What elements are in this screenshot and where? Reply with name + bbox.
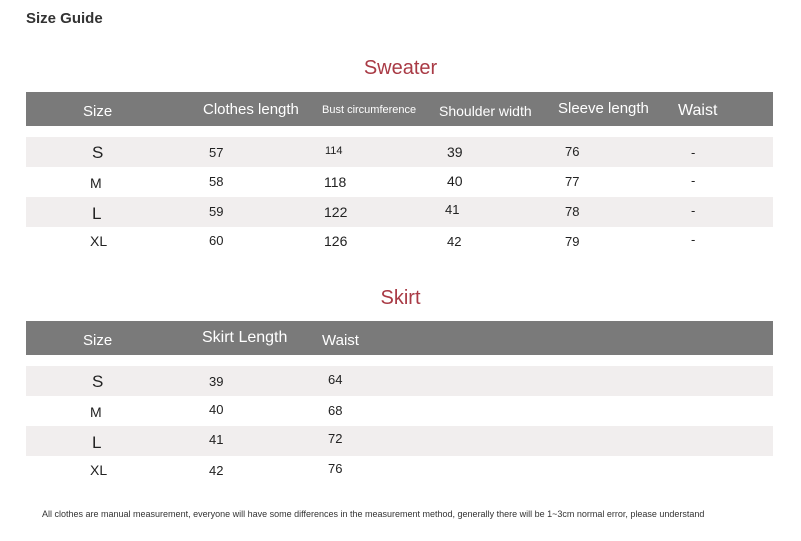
skirt-size-table	[26, 321, 773, 486]
waist-cell: -	[691, 203, 696, 218]
size-cell: L	[92, 204, 102, 223]
sleeve-length-cell: 79	[565, 234, 580, 249]
clothes-length-cell: 60	[209, 233, 224, 248]
size-cell: M	[90, 175, 102, 191]
shoulder-width-cell: 42	[447, 234, 462, 249]
waist-cell: 64	[328, 372, 343, 387]
sweater-size-table	[26, 92, 773, 257]
bust-cell: 126	[324, 233, 348, 249]
table-row	[26, 366, 773, 396]
table-row	[26, 197, 773, 227]
header-size: Size	[83, 103, 113, 120]
header-shoulder-width: Shoulder width	[439, 103, 532, 119]
waist-cell: 68	[328, 403, 343, 418]
measurement-note: All clothes are manual measurement, everyone will have some differences in the measurement method, generally there will be 1~3cm normal error, please understand	[42, 509, 705, 519]
skirt-length-cell: 40	[209, 402, 224, 417]
table-row	[26, 227, 773, 257]
table-row	[26, 167, 773, 197]
waist-cell: 72	[328, 431, 343, 446]
shoulder-width-cell: 39	[447, 144, 463, 160]
clothes-length-cell: 58	[209, 174, 224, 189]
sleeve-length-cell: 78	[565, 204, 580, 219]
clothes-length-cell: 57	[209, 145, 224, 160]
shoulder-width-cell: 41	[445, 202, 460, 217]
waist-cell: -	[691, 173, 696, 188]
skirt-length-cell: 42	[209, 463, 224, 478]
header-waist: Waist	[678, 102, 718, 119]
size-cell: M	[90, 404, 102, 420]
size-cell: S	[92, 143, 104, 162]
clothes-length-cell: 59	[209, 204, 224, 219]
waist-cell: -	[691, 232, 696, 247]
bust-cell: 114	[325, 145, 343, 157]
header-waist: Waist	[322, 332, 359, 349]
header-sleeve-length: Sleeve length	[558, 100, 649, 117]
table-row	[26, 137, 773, 167]
size-cell: S	[92, 372, 104, 391]
waist-cell: -	[691, 145, 696, 160]
shoulder-width-cell: 40	[447, 173, 463, 189]
sweater-header-row	[26, 92, 773, 126]
header-bust-circumference: Bust circumference	[322, 104, 417, 116]
skirt-length-cell: 39	[209, 374, 224, 389]
table-row	[26, 396, 773, 426]
header-size: Size	[83, 332, 113, 349]
skirt-length-cell: 41	[209, 432, 224, 447]
waist-cell: 76	[328, 461, 343, 476]
sweater-section-title: Sweater	[363, 57, 438, 79]
table-row	[26, 426, 773, 456]
bust-cell: 118	[324, 174, 347, 190]
page-title: Size Guide	[26, 10, 103, 27]
size-cell: XL	[90, 233, 108, 249]
header-skirt-length: Skirt Length	[202, 329, 288, 346]
bust-cell: 122	[324, 204, 348, 220]
size-cell: L	[92, 433, 102, 452]
sleeve-length-cell: 76	[565, 144, 580, 159]
sleeve-length-cell: 77	[565, 174, 580, 189]
skirt-section-title: Skirt	[380, 287, 421, 309]
table-row	[26, 456, 773, 486]
size-cell: XL	[90, 462, 108, 478]
header-clothes-length: Clothes length	[203, 101, 299, 118]
skirt-header-row	[26, 321, 773, 355]
